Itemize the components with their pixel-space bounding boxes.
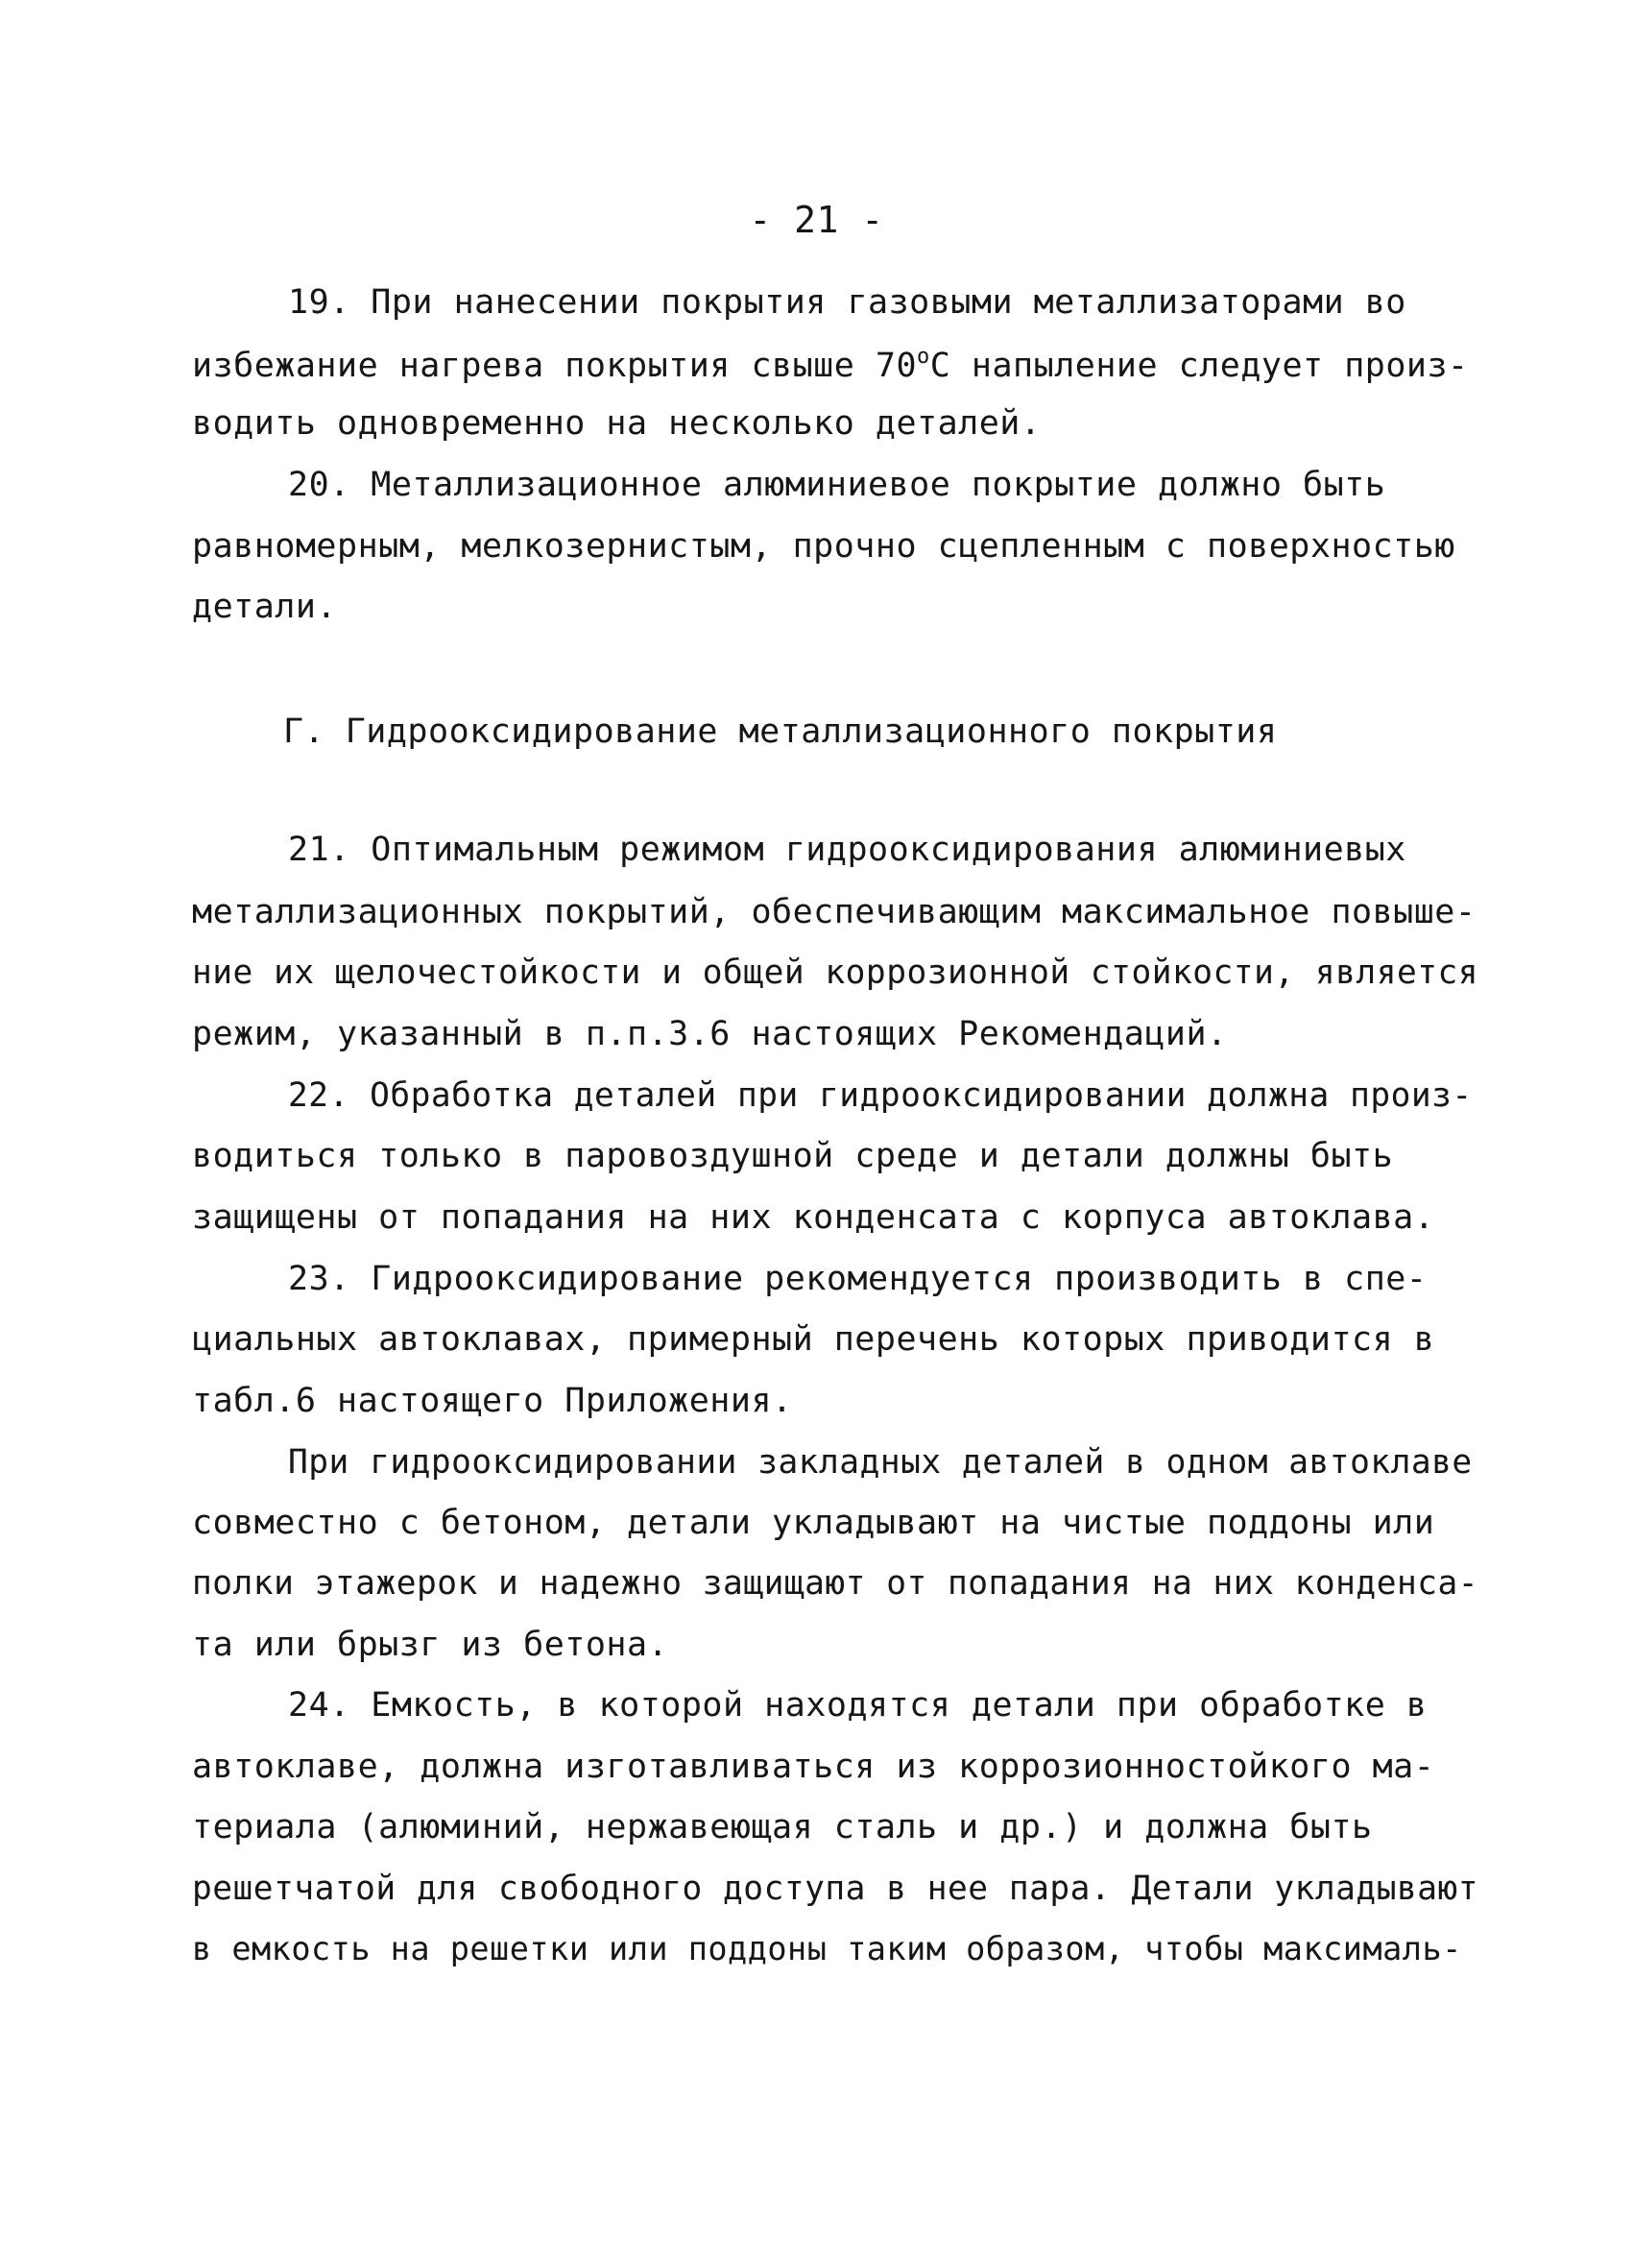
text-line: детали. — [192, 588, 338, 626]
text-fragment: избежание нагрева покрытия свыше 70 — [192, 347, 918, 385]
text-line: автоклаве, должна изготавливаться из коррозионностойкого ма- — [192, 1748, 1435, 1786]
page-number: - 21 - — [749, 199, 884, 241]
text-line: 24. Емкость, в которой находятся детали при обработке в — [288, 1686, 1428, 1725]
text-line: 21. Оптимальным режимом гидрооксидирования алюминиевых — [288, 831, 1406, 869]
text-line: металлизационных покрытий, обеспечивающим максимальное повыше- — [192, 893, 1477, 931]
text-line: ние их щелочестойкости и общей коррозионной стойкости, является — [192, 953, 1479, 992]
text-line: совместно с бетоном, детали укладывают на чистые поддоны или — [192, 1504, 1435, 1542]
text-line: 20. Металлизационное алюминиевое покрытие должно быть — [288, 466, 1386, 504]
text-fragment: С напыление следует произ- — [929, 347, 1469, 385]
text-line: водить одновременно на несколько деталей. — [192, 404, 1042, 443]
text-line: режим, указанный в п.п.3.6 настоящих Рекомендаций. — [192, 1015, 1228, 1053]
text-line: териала (алюминий, нержавеющая сталь и др.) и должна быть — [192, 1808, 1373, 1846]
text-line: табл.6 настоящего Приложения. — [192, 1382, 793, 1420]
degree-superscript: о — [917, 345, 930, 369]
text-line: защищены от попадания на них конденсата с корпуса автоклава. — [192, 1198, 1435, 1237]
text-line: в емкость на решетки или поддоны таким образом, чтобы максималь- — [192, 1930, 1462, 1967]
text-line: полки этажерок и надежно защищают от попадания на них конденса- — [192, 1564, 1479, 1603]
text-line — [192, 347, 1469, 383]
text-line: 23. Гидрооксидирование рекомендуется производить в спе- — [288, 1260, 1428, 1298]
text-line: При гидрооксидировании закладных деталей в одном автоклаве — [288, 1443, 1473, 1482]
text-line: циальных автоклавах, примерный перечень которых приводится в — [192, 1320, 1435, 1359]
text-line: та или брызг из бетона. — [192, 1626, 669, 1664]
section-heading: Г. Гидрооксидирование металлизационного покрытия — [283, 712, 1278, 751]
text-line: 19. При нанесении покрытия газовыми металлизаторами во — [288, 283, 1406, 322]
text-line: равномерным, мелкозернистым, прочно сцепленным с поверхностью — [192, 527, 1455, 566]
text-line: 22. Обработка деталей при гидрооксидировании должна произ- — [288, 1076, 1473, 1115]
text-line: водиться только в паровоздушной среде и детали должны быть — [192, 1137, 1394, 1175]
text-line: решетчатой для свободного доступа в нее пара. Детали укладывают — [192, 1870, 1479, 1908]
